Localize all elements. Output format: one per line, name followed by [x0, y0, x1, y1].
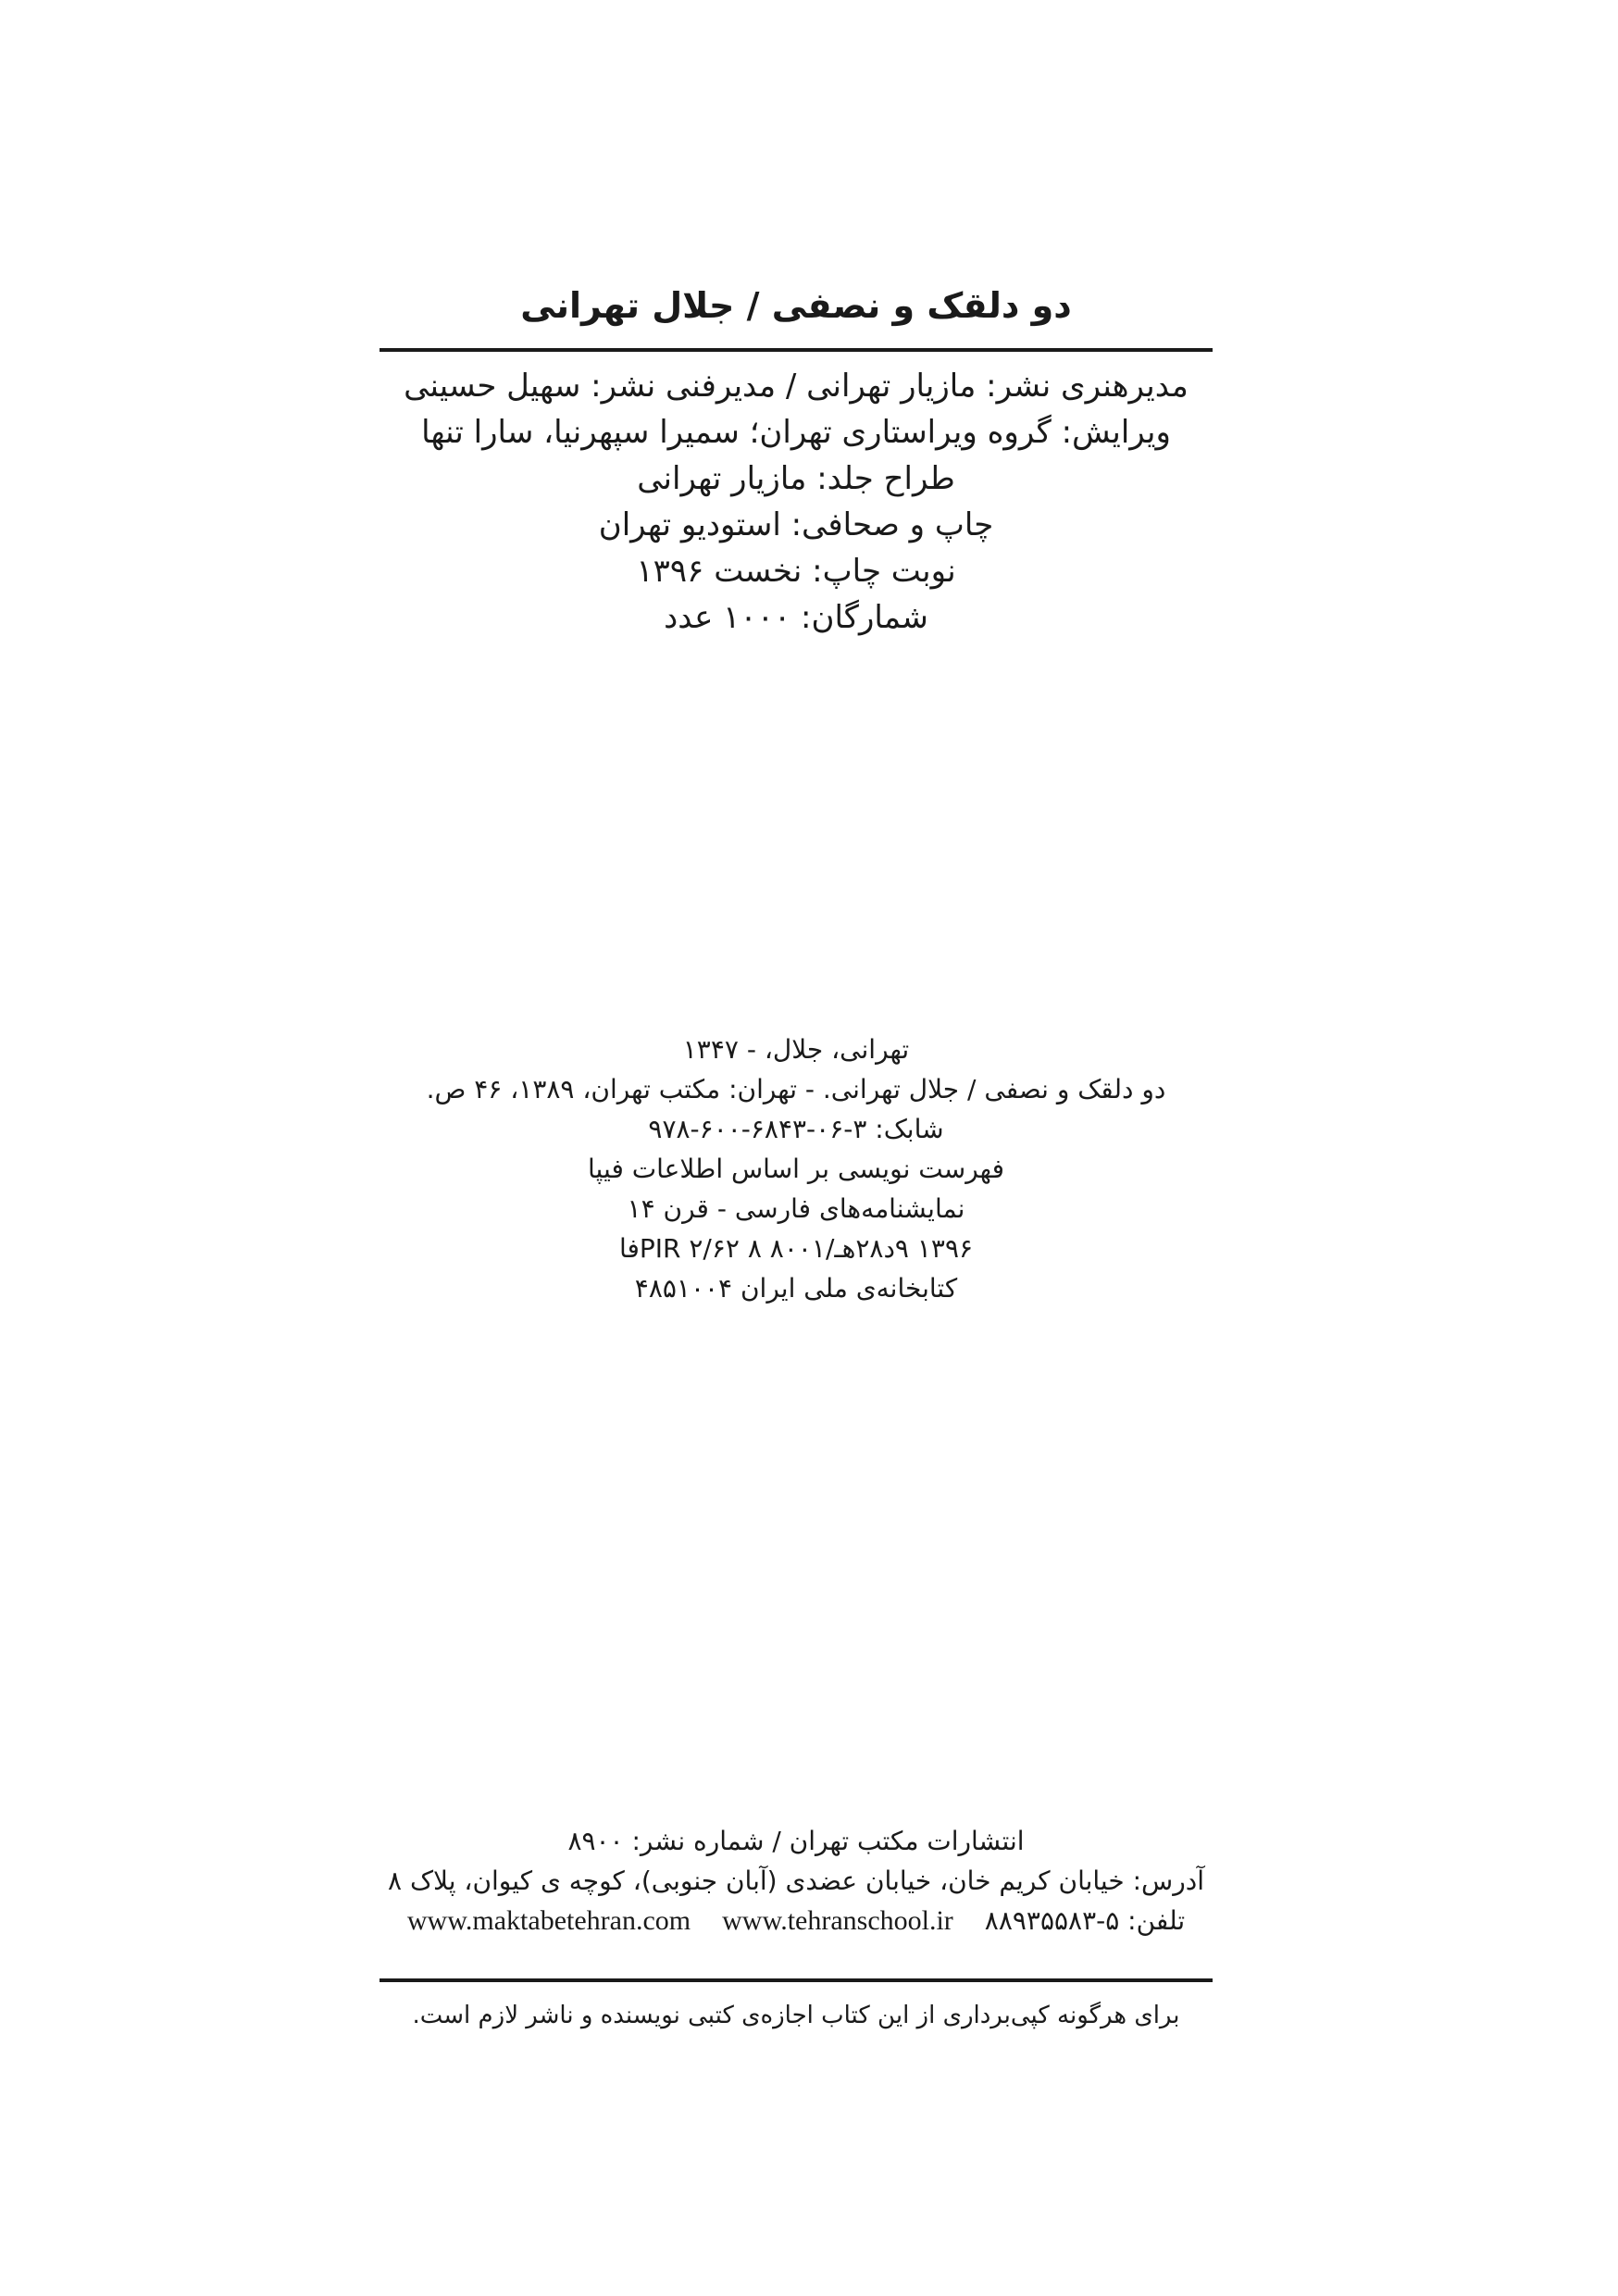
- cip-title: دو دلقک و نصفی / جلال تهرانی. - تهران: مکتب تهران، ۱۳۸۹، ۴۶ ص.: [426, 1074, 1166, 1104]
- publisher-phone: تلفن: ۵-۸۸۹۳۵۵۸۳: [984, 1905, 1186, 1936]
- credit-cover-designer: طراح جلد: مازیار تهرانی: [637, 460, 955, 497]
- footer-divider: [380, 1978, 1213, 1982]
- cip-subject: نمایشنامه‌های فارسی - قرن ۱۴: [627, 1193, 965, 1224]
- copyright-text: برای هرگونه کپی‌برداری از این کتاب اجازه‌ی کتبی نویسنده و ناشر لازم است.: [412, 2002, 1180, 2029]
- cip-author: تهرانی، جلال، - ۱۳۴۷: [682, 1034, 910, 1065]
- cip-classification: ۱۳۹۶ ۹د۲۸هـ/۸۰۰۱ PIR ۲/۶۲ ۸فا: [618, 1233, 974, 1264]
- copyright-notice: [380, 1995, 1213, 2036]
- credit-edition: نوبت چاپ: نخست ۱۳۹۶: [636, 553, 956, 590]
- book-title: دو دلقک و نصفی / جلال تهرانی: [520, 285, 1072, 326]
- website-link[interactable]: www.maktabetehran.com: [406, 1905, 691, 1936]
- publisher-block: [380, 1821, 1213, 1940]
- cip-note: فهرست نویسی بر اساس اطلاعات فیپا: [588, 1154, 1004, 1184]
- credit-print-run: شمارگان: ۱۰۰۰ عدد: [664, 599, 928, 636]
- publisher-contact: [380, 1901, 1213, 1940]
- credit-editing: ویرایش: گروه ویراستاری تهران؛ سمیرا سپهرنیا، سارا تنها: [421, 414, 1171, 451]
- publisher-address: آدرس: خیابان کریم خان، خیابان عضدی (آبان جنوبی)، کوچه ی کیوان، پلاک ۸: [388, 1866, 1204, 1896]
- cataloging-block: [380, 1029, 1213, 1308]
- cip-isbn: شابک: ۳-۰۶-۶۸۴۳-۶۰۰-۹۷۸: [648, 1114, 944, 1144]
- credit-art-director: مدیرهنری نشر: مازیار تهرانی / مدیرفنی نشر: سهیل حسینی: [404, 368, 1189, 405]
- cip-library-number: کتابخانه‌ی ملی ایران ۴۸۵۱۰۰۴: [634, 1273, 958, 1304]
- credits-block: [380, 363, 1213, 641]
- credit-printing: چاپ و صحافی: استودیو تهران: [598, 506, 994, 543]
- publisher-name: انتشارات مکتب تهران / شماره نشر: ۸۹۰۰: [567, 1826, 1025, 1856]
- website-link[interactable]: www.tehranschool.ir: [722, 1905, 953, 1936]
- title-divider: [380, 348, 1213, 352]
